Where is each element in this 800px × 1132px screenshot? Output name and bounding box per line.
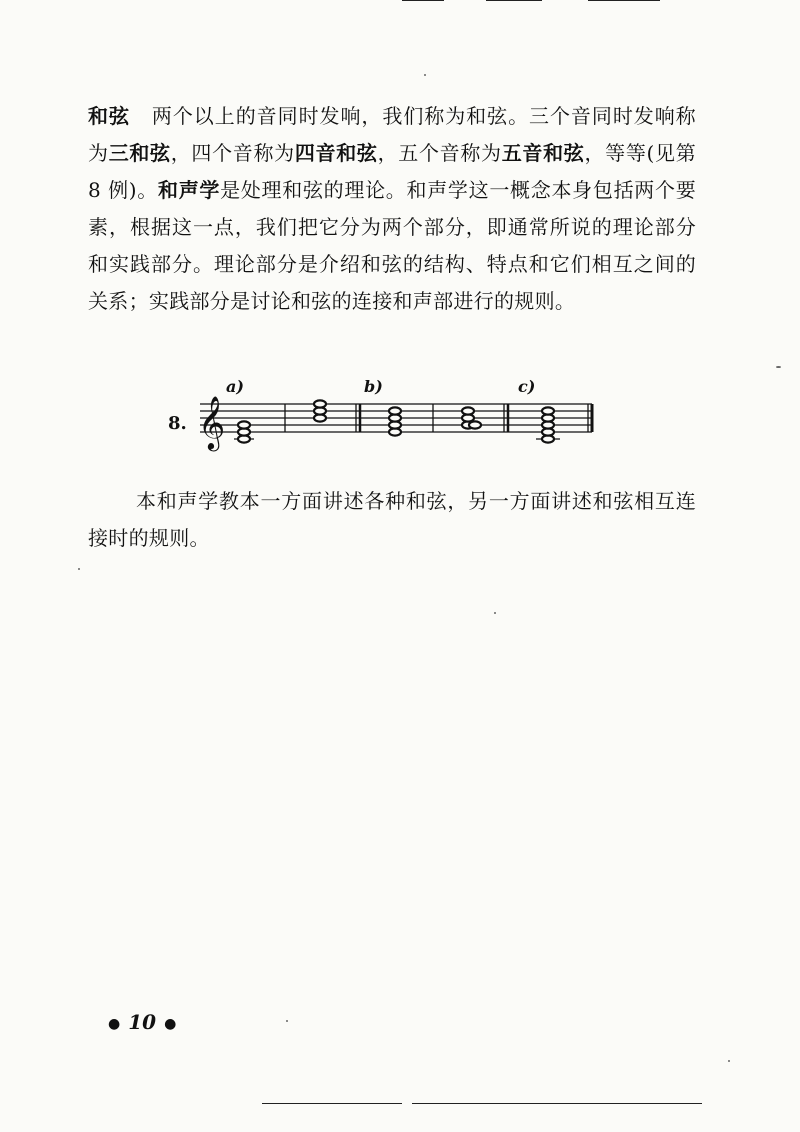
example-label-a: a) <box>226 377 244 396</box>
text-segment: ，等等(见第 8 例)。 <box>88 141 696 202</box>
scan-speck <box>728 1060 730 1062</box>
scan-speck <box>424 74 426 76</box>
bottom-rule-2 <box>412 1103 702 1104</box>
top-rule-2 <box>486 0 542 1</box>
bottom-rule-1 <box>262 1103 402 1104</box>
scan-speck <box>776 366 781 368</box>
term-triad: 三和弦 <box>108 141 171 165</box>
top-rule-3 <box>588 0 660 1</box>
text-segment: 两个以上的音同时发响，我们称为和弦。三个音同时发响称为 <box>88 104 696 165</box>
example-label-c: c) <box>518 377 536 396</box>
term-seventh-chord: 四音和弦 <box>294 141 378 165</box>
music-example-8 <box>168 372 608 468</box>
paragraph-textbook-scope: 本和声学教本一方面讲述各种和弦，另一方面讲述和弦相互连接时的规则。 <box>88 489 696 550</box>
term-harmony: 和声学 <box>158 178 221 202</box>
text-segment: ，四个音称为 <box>170 141 295 165</box>
example-label-b: b) <box>364 377 383 396</box>
text-segment: 是处理和弦的理论。和声学这一概念本身包括两个要素，根据这一点，我们把它分为两个部分，即通常所说的理论部分和实践部分。理论部分是介绍和弦的结构、特点和它们相互之间的关系；实践部分是讨论和弦的连接和声部进行的规则。 <box>88 178 696 313</box>
term-chord-heading: 和弦 <box>88 104 130 128</box>
scan-speck <box>286 1020 288 1022</box>
scan-speck <box>494 612 496 614</box>
bullet-icon: ● <box>108 1015 121 1032</box>
chord-notes <box>234 400 560 442</box>
text-segment: ，五个音称为 <box>377 141 502 165</box>
scan-speck <box>78 568 80 570</box>
treble-clef-icon: 𝄞 <box>198 395 226 449</box>
term-ninth-chord: 五音和弦 <box>501 141 585 165</box>
page-number <box>100 1010 184 1034</box>
page-number-value: 10 <box>128 1010 157 1034</box>
bullet-icon: ● <box>164 1015 177 1032</box>
paragraph-chords <box>88 98 696 320</box>
top-rule-1 <box>402 0 444 1</box>
example-number: 8. <box>168 413 187 434</box>
